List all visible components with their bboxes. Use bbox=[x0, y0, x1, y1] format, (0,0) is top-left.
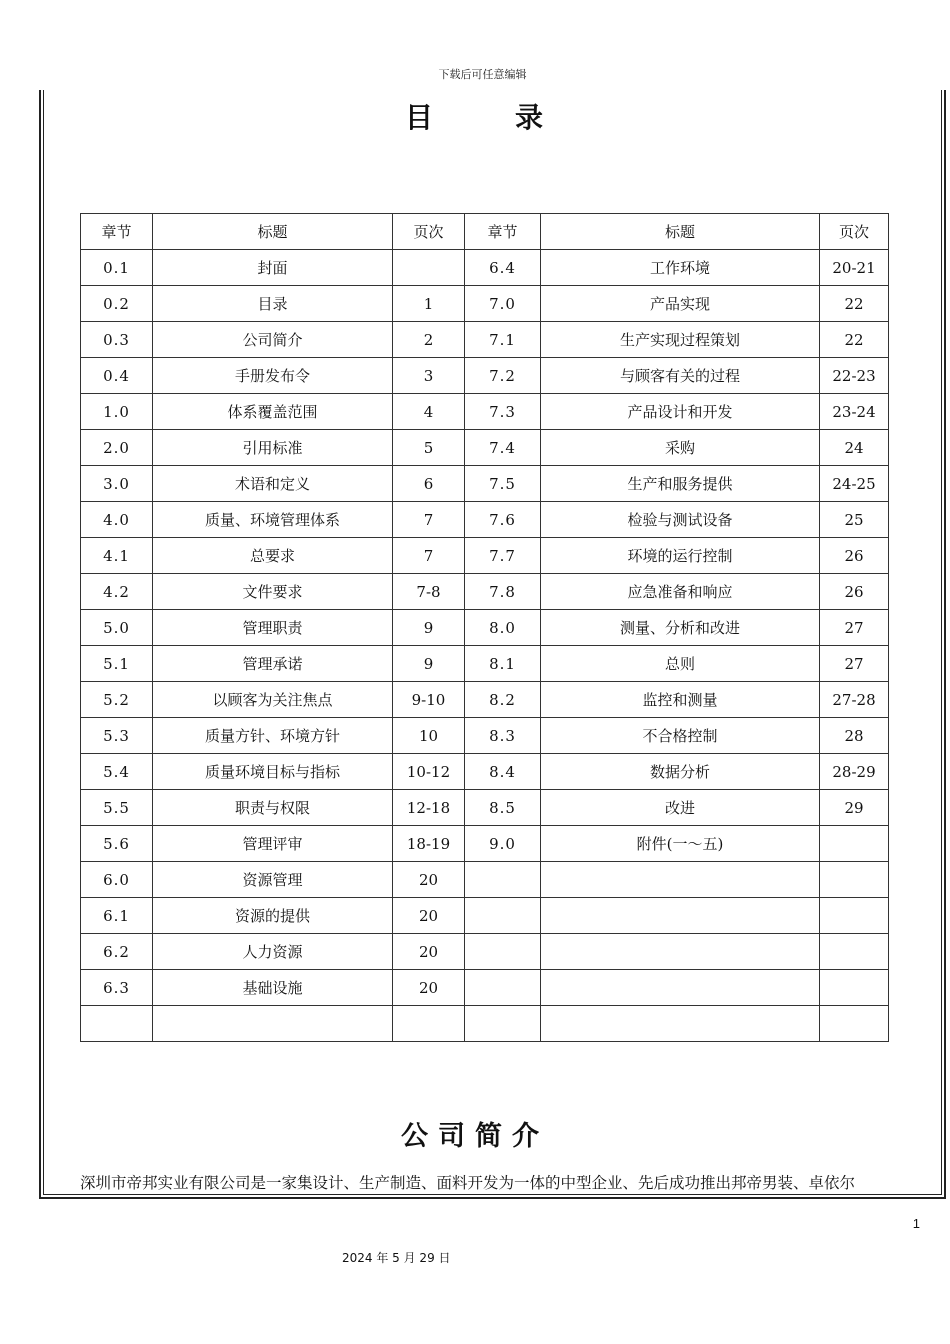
toc-cell-page-range: 1 bbox=[393, 286, 465, 322]
toc-cell-chapter-title: 引用标准 bbox=[153, 430, 393, 466]
toc-cell-page-range bbox=[820, 970, 889, 1006]
toc-cell-chapter-number bbox=[81, 1006, 153, 1042]
toc-cell-chapter-number: 5.4 bbox=[81, 754, 153, 790]
toc-cell-chapter-title: 基础设施 bbox=[153, 970, 393, 1006]
toc-cell-page-range: 20-21 bbox=[820, 250, 889, 286]
toc-row bbox=[81, 502, 889, 538]
toc-cell-chapter-title: 生产和服务提供 bbox=[541, 466, 820, 502]
toc-row bbox=[81, 322, 889, 358]
toc-cell-chapter-number: 2.0 bbox=[81, 430, 153, 466]
toc-header-cell: 页次 bbox=[820, 214, 889, 250]
toc-cell-chapter-title: 管理职责 bbox=[153, 610, 393, 646]
toc-cell-chapter-number: 5.2 bbox=[81, 682, 153, 718]
toc-cell-page-range: 9 bbox=[393, 610, 465, 646]
toc-cell-page-range: 10 bbox=[393, 718, 465, 754]
toc-cell-page-range bbox=[820, 826, 889, 862]
toc-cell-chapter-title: 总则 bbox=[541, 646, 820, 682]
toc-cell-page-range: 5 bbox=[393, 430, 465, 466]
toc-cell-chapter-number: 6.1 bbox=[81, 898, 153, 934]
toc-row bbox=[81, 358, 889, 394]
toc-cell-chapter-title: 管理评审 bbox=[153, 826, 393, 862]
toc-cell-page-range: 27 bbox=[820, 646, 889, 682]
toc-cell-chapter-number: 6.3 bbox=[81, 970, 153, 1006]
toc-cell-chapter-title: 改进 bbox=[541, 790, 820, 826]
toc-row bbox=[81, 286, 889, 322]
toc-row bbox=[81, 682, 889, 718]
intro-title: 公司简介 bbox=[401, 1121, 549, 1152]
toc-cell-chapter-title: 人力资源 bbox=[153, 934, 393, 970]
toc-title-left: 目 bbox=[404, 101, 435, 134]
footer-date: 2024 年 5 月 29 日 bbox=[342, 1251, 451, 1265]
toc-cell-chapter-number: 8.0 bbox=[465, 610, 541, 646]
toc-cell-chapter-title: 产品设计和开发 bbox=[541, 394, 820, 430]
toc-cell-chapter-title: 附件(一～五) bbox=[541, 826, 820, 862]
toc-row bbox=[81, 970, 889, 1006]
toc-cell-chapter-number: 0.1 bbox=[81, 250, 153, 286]
toc-header-cell: 章节 bbox=[81, 214, 153, 250]
toc-row bbox=[81, 862, 889, 898]
toc-cell-chapter-title: 检验与测试设备 bbox=[541, 502, 820, 538]
toc-cell-page-range: 26 bbox=[820, 538, 889, 574]
toc-cell-page-range: 20 bbox=[393, 934, 465, 970]
toc-cell-chapter-title: 以顾客为关注焦点 bbox=[153, 682, 393, 718]
toc-row bbox=[81, 718, 889, 754]
toc-cell-chapter-number: 5.6 bbox=[81, 826, 153, 862]
toc-cell-chapter-title bbox=[541, 970, 820, 1006]
toc-cell-page-range bbox=[820, 1006, 889, 1042]
toc-cell-page-range: 27-28 bbox=[820, 682, 889, 718]
toc-row bbox=[81, 394, 889, 430]
toc-cell-chapter-number bbox=[465, 934, 541, 970]
toc-cell-chapter-title: 职责与权限 bbox=[153, 790, 393, 826]
toc-cell-page-range: 22 bbox=[820, 286, 889, 322]
toc-table-body bbox=[81, 214, 889, 1042]
toc-cell-chapter-title: 质量环境目标与指标 bbox=[153, 754, 393, 790]
toc-cell-page-range: 9-10 bbox=[393, 682, 465, 718]
toc-cell-chapter-title: 公司简介 bbox=[153, 322, 393, 358]
toc-title bbox=[0, 96, 950, 136]
toc-cell-page-range: 26 bbox=[820, 574, 889, 610]
toc-cell-chapter-number: 7.3 bbox=[465, 394, 541, 430]
toc-row bbox=[81, 1006, 889, 1042]
toc-cell-chapter-number: 8.3 bbox=[465, 718, 541, 754]
toc-cell-chapter-title: 资源管理 bbox=[153, 862, 393, 898]
toc-header-cell: 标题 bbox=[153, 214, 393, 250]
page-frame-right-inner bbox=[941, 90, 942, 1195]
toc-cell-chapter-number: 4.2 bbox=[81, 574, 153, 610]
toc-cell-chapter-number: 7.5 bbox=[465, 466, 541, 502]
toc-cell-chapter-title: 资源的提供 bbox=[153, 898, 393, 934]
toc-cell-chapter-number: 5.1 bbox=[81, 646, 153, 682]
toc-header-cell: 标题 bbox=[541, 214, 820, 250]
toc-cell-page-range bbox=[820, 862, 889, 898]
toc-cell-page-range bbox=[393, 250, 465, 286]
toc-cell-chapter-number: 6.0 bbox=[81, 862, 153, 898]
toc-cell-chapter-number: 7.0 bbox=[465, 286, 541, 322]
toc-cell-chapter-number: 7.4 bbox=[465, 430, 541, 466]
toc-cell-page-range: 28-29 bbox=[820, 754, 889, 790]
toc-row bbox=[81, 538, 889, 574]
toc-cell-page-range: 22 bbox=[820, 322, 889, 358]
toc-cell-chapter-title: 不合格控制 bbox=[541, 718, 820, 754]
toc-row bbox=[81, 646, 889, 682]
toc-cell-chapter-number: 8.5 bbox=[465, 790, 541, 826]
toc-cell-chapter-title: 质量、环境管理体系 bbox=[153, 502, 393, 538]
toc-row bbox=[81, 574, 889, 610]
toc-cell-chapter-number: 4.0 bbox=[81, 502, 153, 538]
toc-cell-chapter-number: 8.2 bbox=[465, 682, 541, 718]
toc-cell-page-range: 20 bbox=[393, 970, 465, 1006]
toc-cell-page-range: 27 bbox=[820, 610, 889, 646]
toc-header-row bbox=[81, 214, 889, 250]
toc-cell-chapter-title: 封面 bbox=[153, 250, 393, 286]
toc-row bbox=[81, 826, 889, 862]
toc-cell-chapter-title: 生产实现过程策划 bbox=[541, 322, 820, 358]
toc-cell-chapter-number: 7.8 bbox=[465, 574, 541, 610]
toc-cell-chapter-title: 体系覆盖范围 bbox=[153, 394, 393, 430]
toc-row bbox=[81, 754, 889, 790]
toc-cell-chapter-title: 质量方针、环境方针 bbox=[153, 718, 393, 754]
toc-row bbox=[81, 934, 889, 970]
toc-cell-chapter-title: 手册发布令 bbox=[153, 358, 393, 394]
page-frame-left-inner bbox=[43, 90, 44, 1195]
toc-cell-chapter-number: 3.0 bbox=[81, 466, 153, 502]
toc-cell-chapter-number: 0.3 bbox=[81, 322, 153, 358]
toc-cell-chapter-title: 采购 bbox=[541, 430, 820, 466]
toc-cell-page-range: 2 bbox=[393, 322, 465, 358]
page-number: 1 bbox=[912, 1216, 920, 1231]
page-frame-right-outer bbox=[944, 90, 946, 1197]
toc-cell-chapter-title: 术语和定义 bbox=[153, 466, 393, 502]
toc-table bbox=[80, 213, 889, 1042]
toc-row bbox=[81, 250, 889, 286]
toc-cell-page-range: 25 bbox=[820, 502, 889, 538]
toc-cell-chapter-number: 0.4 bbox=[81, 358, 153, 394]
page-frame-left-outer bbox=[39, 90, 41, 1197]
toc-cell-chapter-number bbox=[465, 970, 541, 1006]
toc-cell-chapter-number: 5.0 bbox=[81, 610, 153, 646]
toc-row bbox=[81, 790, 889, 826]
toc-row bbox=[81, 610, 889, 646]
toc-cell-chapter-title bbox=[153, 1006, 393, 1042]
toc-cell-page-range bbox=[820, 934, 889, 970]
toc-cell-page-range: 22-23 bbox=[820, 358, 889, 394]
toc-cell-page-range: 7-8 bbox=[393, 574, 465, 610]
toc-cell-chapter-title: 总要求 bbox=[153, 538, 393, 574]
toc-cell-page-range: 20 bbox=[393, 862, 465, 898]
toc-cell-chapter-number bbox=[465, 1006, 541, 1042]
toc-cell-page-range: 7 bbox=[393, 502, 465, 538]
toc-cell-chapter-number: 5.3 bbox=[81, 718, 153, 754]
toc-cell-chapter-title: 工作环境 bbox=[541, 250, 820, 286]
toc-cell-chapter-number bbox=[465, 862, 541, 898]
toc-cell-chapter-number: 6.2 bbox=[81, 934, 153, 970]
toc-cell-chapter-number: 7.1 bbox=[465, 322, 541, 358]
toc-cell-page-range bbox=[393, 1006, 465, 1042]
toc-cell-chapter-number: 7.7 bbox=[465, 538, 541, 574]
toc-cell-chapter-title: 文件要求 bbox=[153, 574, 393, 610]
toc-cell-chapter-title: 管理承诺 bbox=[153, 646, 393, 682]
toc-cell-chapter-number: 4.1 bbox=[81, 538, 153, 574]
intro-paragraph: 深圳市帝邦实业有限公司是一家集设计、生产制造、面料开发为一体的中型企业、先后成功推出邦帝男装、卓依尔 bbox=[80, 1174, 856, 1192]
toc-header-cell: 页次 bbox=[393, 214, 465, 250]
page-frame-bottom-outer bbox=[39, 1197, 946, 1199]
toc-row bbox=[81, 466, 889, 502]
toc-cell-page-range: 28 bbox=[820, 718, 889, 754]
toc-cell-chapter-number: 5.5 bbox=[81, 790, 153, 826]
toc-cell-page-range: 20 bbox=[393, 898, 465, 934]
toc-cell-chapter-title bbox=[541, 934, 820, 970]
toc-cell-chapter-title: 应急准备和响应 bbox=[541, 574, 820, 610]
toc-cell-page-range: 29 bbox=[820, 790, 889, 826]
toc-cell-chapter-title: 监控和测量 bbox=[541, 682, 820, 718]
toc-cell-page-range: 10-12 bbox=[393, 754, 465, 790]
toc-cell-chapter-number bbox=[465, 898, 541, 934]
page-frame-bottom-inner bbox=[43, 1194, 942, 1195]
toc-cell-page-range: 4 bbox=[393, 394, 465, 430]
toc-cell-chapter-number: 6.4 bbox=[465, 250, 541, 286]
toc-cell-chapter-title: 环境的运行控制 bbox=[541, 538, 820, 574]
toc-cell-page-range: 24 bbox=[820, 430, 889, 466]
toc-cell-chapter-title bbox=[541, 1006, 820, 1042]
toc-cell-chapter-title bbox=[541, 898, 820, 934]
toc-row bbox=[81, 430, 889, 466]
toc-cell-chapter-number: 0.2 bbox=[81, 286, 153, 322]
toc-cell-page-range: 12-18 bbox=[393, 790, 465, 826]
toc-header-cell: 章节 bbox=[465, 214, 541, 250]
toc-cell-chapter-title: 数据分析 bbox=[541, 754, 820, 790]
toc-cell-chapter-number: 8.4 bbox=[465, 754, 541, 790]
toc-cell-page-range: 23-24 bbox=[820, 394, 889, 430]
toc-cell-chapter-number: 9.0 bbox=[465, 826, 541, 862]
toc-cell-chapter-title: 与顾客有关的过程 bbox=[541, 358, 820, 394]
toc-cell-page-range: 3 bbox=[393, 358, 465, 394]
toc-title-right: 录 bbox=[515, 101, 546, 134]
toc-cell-chapter-title: 测量、分析和改进 bbox=[541, 610, 820, 646]
toc-cell-page-range: 9 bbox=[393, 646, 465, 682]
toc-row bbox=[81, 898, 889, 934]
toc-cell-page-range: 6 bbox=[393, 466, 465, 502]
toc-cell-page-range bbox=[820, 898, 889, 934]
toc-cell-chapter-number: 8.1 bbox=[465, 646, 541, 682]
toc-cell-chapter-number: 7.6 bbox=[465, 502, 541, 538]
toc-cell-chapter-number: 1.0 bbox=[81, 394, 153, 430]
toc-cell-page-range: 24-25 bbox=[820, 466, 889, 502]
toc-cell-chapter-title bbox=[541, 862, 820, 898]
toc-cell-chapter-number: 7.2 bbox=[465, 358, 541, 394]
toc-cell-chapter-title: 产品实现 bbox=[541, 286, 820, 322]
header-note: 下载后可任意编辑 bbox=[438, 68, 527, 81]
toc-cell-page-range: 18-19 bbox=[393, 826, 465, 862]
toc-cell-page-range: 7 bbox=[393, 538, 465, 574]
toc-cell-chapter-title: 目录 bbox=[153, 286, 393, 322]
